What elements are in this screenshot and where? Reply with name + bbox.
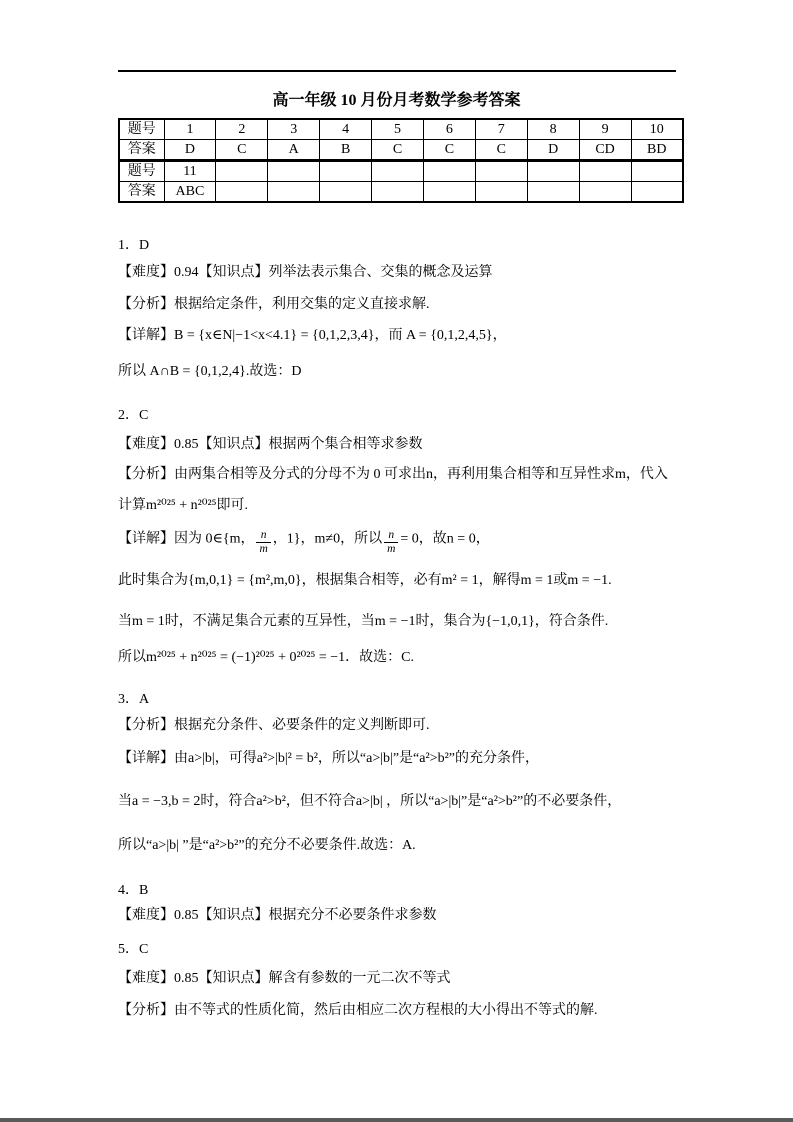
solution-4-difficulty-line: 【难度】0.85【知识点】根据充分不必要条件求参数 — [118, 908, 437, 923]
solution-2-detail-line-1 — [118, 529, 490, 555]
solution-2-detail-line-3: 当m = 1时，不满足集合元素的互异性，当m = −1时，集合为{−1,0,1}，符合条件. — [118, 614, 609, 629]
detail-text: 【详解】因为 0∈{m， — [118, 531, 255, 547]
solution-5-analysis-line: 【分析】由不等式的性质化简，然后由相应二次方程根的大小得出不等式的解. — [118, 1003, 598, 1018]
solution-2-detail-line-2: 此时集合为{m,0,1} = {m²,m,0}，根据集合相等，必有m² = 1，解得m = 1或m = −1. — [118, 573, 612, 588]
solution-2-answer: 2．C — [118, 408, 149, 423]
solution-3-detail-line-1: 【详解】由a>|b|，可得a²>|b|² = b²，所以“a>|b|”是“a²>b²”的充分条件， — [118, 751, 539, 766]
table-row — [119, 182, 683, 203]
solution-1-detail-line-2: 所以 A∩B = {0,1,2,4}.故选：D — [118, 364, 302, 379]
row-header: 题号 — [119, 161, 164, 182]
solution-3-detail-line-3: 所以“a>|b| ”是“a²>b²”的充分不必要条件.故选：A. — [118, 838, 416, 853]
answer-cell — [631, 182, 683, 203]
answer-cell — [216, 161, 268, 182]
row-header: 题号 — [119, 119, 164, 140]
solution-3-detail-line-2: 当a = −3,b = 2时，符合a²>b²，但不符合a>|b| ，所以“a>|b|”是“a²>b²”的不必要条件， — [118, 794, 622, 809]
detail-text: ，1}，m≠0，所以 — [272, 531, 383, 547]
solution-3-answer: 3．A — [118, 692, 150, 707]
answer-cell — [579, 161, 631, 182]
answer-cell: 11 — [164, 161, 216, 182]
answer-cell: CD — [579, 140, 631, 161]
answer-cell: 2 — [216, 119, 268, 140]
answer-cell: C — [475, 140, 527, 161]
answer-cell — [423, 182, 475, 203]
answer-cell — [372, 182, 424, 203]
detail-text: = 0，故n = 0， — [400, 531, 490, 547]
table-row — [119, 119, 683, 140]
solution-2-analysis-line-2: 计算m²⁰²⁵ + n²⁰²⁵即可. — [118, 498, 249, 513]
solution-4-answer: 4．B — [118, 883, 149, 898]
fraction-n-over-m: $\frac{n}{m}$ — [384, 529, 398, 555]
answer-cell — [579, 182, 631, 203]
answer-cell — [216, 182, 268, 203]
answer-cell: C — [423, 140, 475, 161]
solution-3-analysis-line: 【分析】根据充分条件、必要条件的定义判断即可. — [118, 718, 430, 733]
solution-2-difficulty-line: 【难度】0.85【知识点】根据两个集合相等求参数 — [118, 437, 423, 452]
answer-cell — [475, 161, 527, 182]
answer-cell — [631, 161, 683, 182]
answer-cell — [527, 161, 579, 182]
answer-cell — [372, 161, 424, 182]
answer-cell: 3 — [268, 119, 320, 140]
table-row — [119, 140, 683, 161]
answer-cell: 5 — [372, 119, 424, 140]
answer-cell: 8 — [527, 119, 579, 140]
solution-5-difficulty-line: 【难度】0.85【知识点】解含有参数的一元二次不等式 — [118, 971, 451, 986]
solution-5-answer: 5．C — [118, 942, 149, 957]
answer-table — [118, 118, 684, 203]
answer-cell: 6 — [423, 119, 475, 140]
page-title: 高一年级 10 月份月考数学参考答案 — [272, 92, 521, 109]
answer-cell — [423, 161, 475, 182]
answer-cell: 9 — [579, 119, 631, 140]
row-header: 答案 — [119, 140, 164, 161]
solution-1-analysis-line: 【分析】根据给定条件，利用交集的定义直接求解. — [118, 297, 430, 312]
solution-1-answer: 1．D — [118, 238, 150, 253]
answer-cell: BD — [631, 140, 683, 161]
viewport-bottom-bar — [0, 1118, 793, 1122]
answer-cell: D — [164, 140, 216, 161]
answer-cell — [268, 182, 320, 203]
answer-cell: C — [216, 140, 268, 161]
answer-cell: 10 — [631, 119, 683, 140]
header-rule — [118, 70, 676, 72]
fraction-n-over-m: $\frac{n}{m}$ — [256, 529, 270, 555]
answer-cell: C — [372, 140, 424, 161]
answer-cell: 4 — [320, 119, 372, 140]
answer-cell — [475, 182, 527, 203]
answer-cell — [320, 182, 372, 203]
answer-cell: B — [320, 140, 372, 161]
solution-2-analysis-line-1: 【分析】由两集合相等及分式的分母不为 0 可求出n，再利用集合相等和互异性求m，代入 — [118, 467, 668, 482]
answer-cell: 7 — [475, 119, 527, 140]
row-header: 答案 — [119, 182, 164, 203]
answer-cell: ABC — [164, 182, 216, 203]
answer-cell — [320, 161, 372, 182]
answer-cell — [268, 161, 320, 182]
answer-cell — [527, 182, 579, 203]
answer-cell: A — [268, 140, 320, 161]
answer-cell: D — [527, 140, 579, 161]
solution-1-detail-line-1: 【详解】B = {x∈N|−1<x<4.1} = {0,1,2,3,4}，而 A = {0,1,2,4,5}， — [118, 328, 507, 343]
solution-2-detail-line-4: 所以m²⁰²⁵ + n²⁰²⁵ = (−1)²⁰²⁵ + 0²⁰²⁵ = −1．故选：C. — [118, 650, 414, 665]
table-row — [119, 161, 683, 182]
solution-1-difficulty-line: 【难度】0.94【知识点】列举法表示集合、交集的概念及运算 — [118, 265, 493, 280]
answer-cell: 1 — [164, 119, 216, 140]
